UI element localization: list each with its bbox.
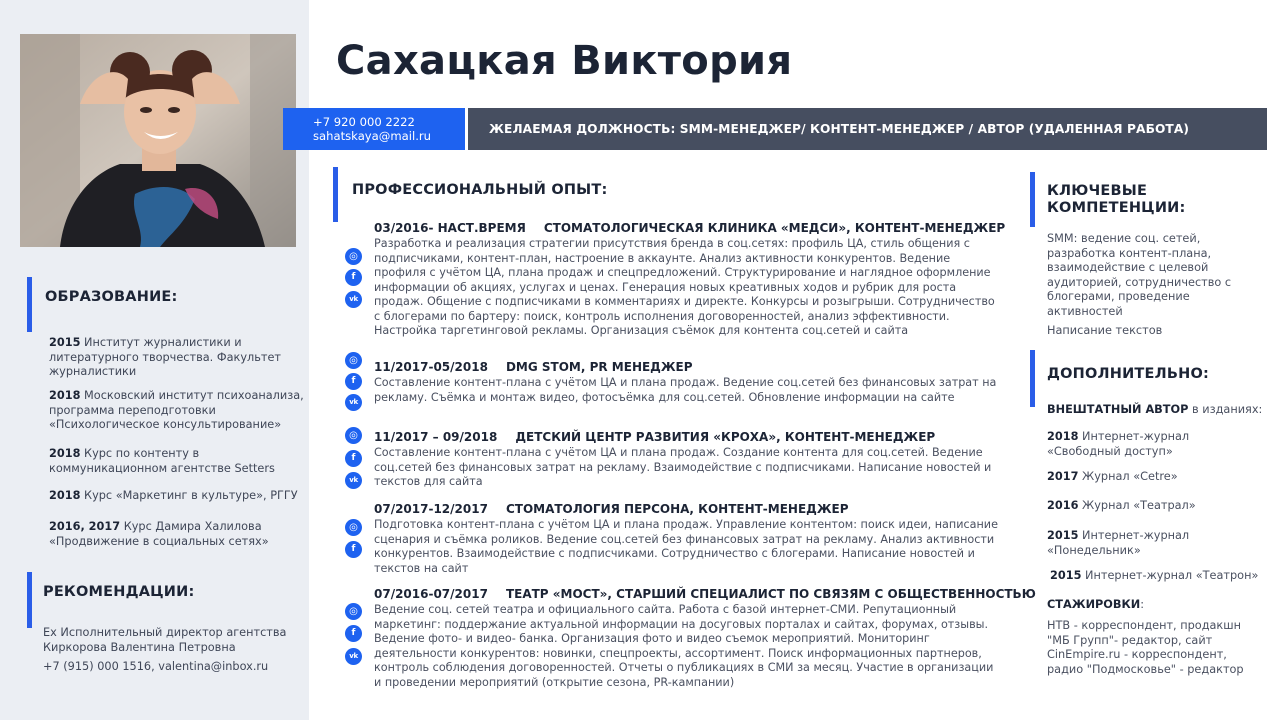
phone[interactable]: +7 920 000 2222	[313, 115, 415, 129]
publication-item: 2015 Интернет-журнал «Театрон»	[1050, 569, 1259, 582]
facebook-icon[interactable]: f	[345, 450, 362, 467]
job-header	[374, 360, 693, 374]
education-item: 2015 Институт журналистики и литературного творчества. Факультет журналистики	[49, 336, 282, 378]
job-company: ДЕТСКИЙ ЦЕНТР РАЗВИТИЯ «КРОХА», КОНТЕНТ-МЕНЕДЖЕР	[515, 430, 936, 444]
recommendation-name: Ех Исполнительный директор агентства Киркорова Валентина Петровна	[43, 626, 287, 654]
instagram-icon[interactable]: ◎	[345, 352, 362, 369]
profile-photo	[20, 34, 296, 247]
publication-item: 2016 Журнал «Театрал»	[1047, 499, 1196, 512]
facebook-icon[interactable]: f	[345, 625, 362, 642]
vk-icon[interactable]: vk	[345, 394, 362, 411]
email[interactable]: sahatskaya@mail.ru	[313, 129, 431, 143]
instagram-icon[interactable]: ◎	[345, 248, 362, 265]
experience-entry	[338, 587, 1036, 697]
job-description: Разработка и реализация стратегии присутствия бренда в соц.сетях: профиль ЦА, стиль общения с подписчиками, контент-план, настроение в аккаунте. Анализ активности конкурентов. Ведение профиля с учётом ЦА, плана продаж и спецпредложений. Структурирование и наглядное оформление информации об акциях, услугах и ценах. Генерация новых креативных ходов и рубрик для роста продаж. Общение с подписчиками в комментариях и директе. Конкурсы и розыгрыши. Сотрудничество с блогерами по бартеру: поиск, контроль исполнения договоренностей, анализ эффективности. Настройка таргетинговой рекламы. Организация съёмок для контента соц.сетей и сайта	[374, 237, 995, 337]
education-item: 2016, 2017 Курс Дамира Халилова «Продвижение в социальных сетях»	[49, 520, 269, 548]
job-description: Составление контент-плана с учётом ЦА и плана продаж. Ведение соц.сетей без финансовых затрат на рекламу. Съёмка и монтаж видео, фотосъёмка для соц.сетей. Обновление информации на сайте	[374, 376, 997, 404]
job-period: 07/2017-12/2017	[374, 502, 488, 516]
job-company: ТЕАТР «МОСТ», СТАРШИЙ СПЕЦИАЛИСТ ПО СВЯЗЯМ С ОБЩЕСТВЕННОСТЬЮ	[505, 587, 1036, 601]
vk-icon[interactable]: vk	[345, 291, 362, 308]
person-name: Сахацкая Виктория	[336, 38, 793, 84]
publication-item: 2018 Интернет-журнал «Свободный доступ»	[1047, 430, 1190, 458]
education-title: ОБРАЗОВАНИЕ:	[45, 289, 178, 305]
contact-box	[283, 108, 465, 150]
education-item: 2018 Московский институт психоанализа, программа переподготовки «Психологическое консультирование»	[49, 389, 304, 431]
job-company: СТОМАТОЛОГИЯ ПЕРСОНА, КОНТЕНТ-МЕНЕДЖЕР	[505, 502, 849, 516]
education-accent-bar	[27, 277, 32, 332]
additional-title: ДОПОЛНИТЕЛЬНО:	[1047, 366, 1209, 382]
experience-title: ПРОФЕССИОНАЛЬНЫЙ ОПЫТ:	[352, 182, 608, 198]
recommendations-title: РЕКОМЕНДАЦИИ:	[43, 584, 195, 600]
job-header	[374, 430, 935, 444]
additional-accent-bar	[1030, 350, 1035, 407]
job-description: Ведение соц. сетей театра и официального сайта. Работа с базой интернет-СМИ. Репутационный маркетинг: поддержание актуальной информации на досуговых порталах и сайтах, форумах, отзывы. Ведение фото- и видео- банка. Организация фото и видео съемок мероприятий. Мониторинг деятельности конкурентов: новинки, спецпроекты, ассортимент. Поиск информационных партнеров, контроль соблюдения договоренностей. Отчеты о публикациях в СМИ за месяц. Участие в организации и проведении мероприятий (открытие сезона, PR-кампании)	[374, 603, 994, 689]
desired-position-bar: ЖЕЛАЕМАЯ ДОЛЖНОСТЬ: SMM-МЕНЕДЖЕР/ КОНТЕНТ-МЕНЕДЖЕР / АВТОР (УДАЛЕННАЯ РАБОТА)	[468, 108, 1267, 150]
vk-icon[interactable]: vk	[345, 472, 362, 489]
job-header	[374, 502, 849, 516]
job-description: Подготовка контент-плана с учётом ЦА и плана продаж. Управление контентом: поиск идеи, написание сценария и съёмка роликов. Ведение соц.сетей без финансовых затрат на рекламу. Анализ активности конкурентов. Взаимодействие с подписчиками. Сотрудничество с блогерами. Написание новостей и текстов на сайт	[374, 518, 998, 575]
job-period: 11/2017-05/2018	[374, 360, 488, 374]
job-period: 11/2017 – 09/2018	[374, 430, 498, 444]
facebook-icon[interactable]: f	[345, 373, 362, 390]
job-header	[374, 221, 1005, 235]
instagram-icon[interactable]: ◎	[345, 427, 362, 444]
job-period: 07/2016-07/2017	[374, 587, 488, 601]
competencies-accent-bar	[1030, 172, 1035, 227]
job-description: Составление контент-плана с учётом ЦА и плана продаж. Создание контента для соц.сетей. Ведение соц.сетей без финансовых затрат на рекламу. Взаимодействие с подписчиками. Написание новостей и текстов для сайта	[374, 446, 992, 488]
vk-icon[interactable]: vk	[345, 648, 362, 665]
experience-entry	[338, 430, 1008, 490]
facebook-icon[interactable]: f	[345, 269, 362, 286]
left-sidebar	[0, 0, 309, 720]
publication-item: 2015 Интернет-журнал «Понедельник»	[1047, 529, 1190, 557]
competency-item: SMM: ведение соц. сетей, разработка контент-плана, взаимодействие с целевой аудиторией, сотрудничество с блогерами, проведение активностей	[1047, 232, 1232, 318]
experience-accent-bar	[333, 167, 338, 222]
facebook-icon[interactable]: f	[345, 541, 362, 558]
experience-entry	[338, 502, 1008, 577]
experience-entry	[338, 355, 1008, 410]
internships-heading: СТАЖИРОВКИ:	[1047, 598, 1145, 611]
job-company: СТОМАТОЛОГИЧЕСКАЯ КЛИНИКА «МЕДСИ», КОНТЕНТ-МЕНЕДЖЕР	[543, 221, 1006, 235]
job-header	[374, 587, 1036, 601]
recommendation-contact: +7 (915) 000 1516, valentina@inbox.ru	[43, 660, 269, 673]
job-period: 03/2016- НАСТ.ВРЕМЯ	[374, 221, 526, 235]
publication-item: 2017 Журнал «Cetre»	[1047, 470, 1178, 483]
competency-item: Написание текстов	[1047, 324, 1163, 337]
competencies-title: КЛЮЧЕВЫЕ КОМПЕТЕНЦИИ:	[1047, 183, 1186, 216]
freelance-heading: ВНЕШТАТНЫЙ АВТОР в изданиях:	[1047, 403, 1263, 416]
internships-text: НТВ - корреспондент, продакшн "МБ Групп"- редактор, сайт CinEmpire.ru - корреспондент, радио "Подмосковье" - редактор	[1047, 619, 1244, 676]
experience-entry	[338, 221, 1008, 346]
job-company: DMG STOM, PR МЕНЕДЖЕР	[505, 360, 693, 374]
instagram-icon[interactable]: ◎	[345, 519, 362, 536]
instagram-icon[interactable]: ◎	[345, 603, 362, 620]
education-item: 2018 Курс по контенту в коммуникационном агентстве Setters	[49, 447, 275, 475]
recommendations-accent-bar	[27, 572, 32, 628]
education-item: 2018 Курс «Маркетинг в культуре», РГГУ	[49, 489, 298, 502]
